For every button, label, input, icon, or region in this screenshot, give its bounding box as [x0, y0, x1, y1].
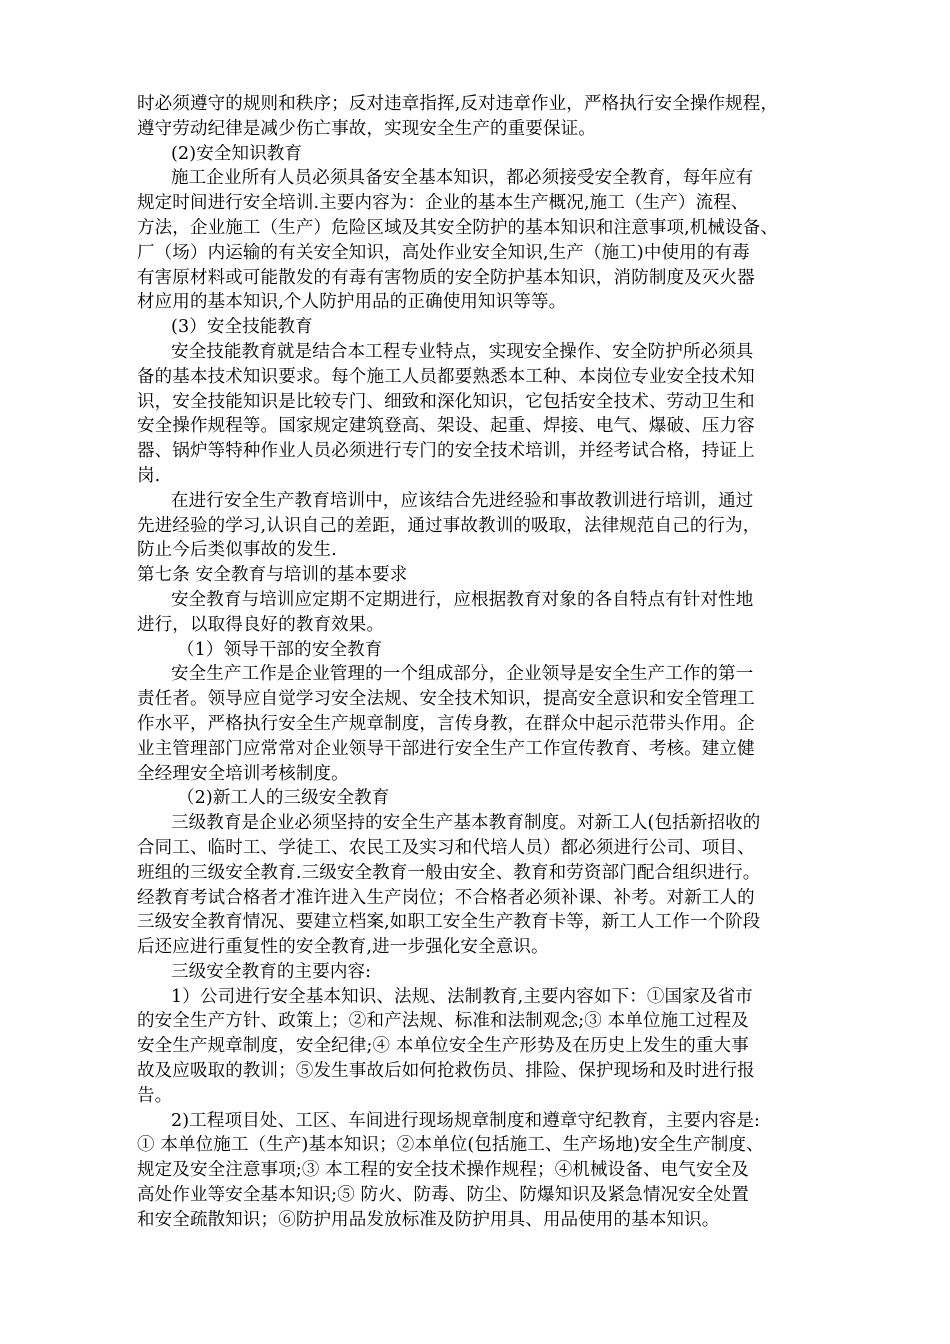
body-text-line: 责任者。领导应自觉学习安全法规、安全技术知识，提高安全意识和安全管理工: [137, 689, 755, 710]
body-text-line: 后还应进行重复性的安全教育,进一步强化安全意识。: [137, 937, 549, 958]
body-text-line: 业主管理部门应常常对企业领导干部进行安全生产工作宣传教育、考核。建立健: [137, 738, 755, 759]
body-text-line: 的安全生产方针、政策上；②和产法规、标准和法制观念;③ 本单位施工过程及: [137, 1011, 749, 1032]
subsection-heading: 三级安全教育的主要内容:: [171, 961, 372, 982]
body-text-line: 作水平，严格执行安全生产规章制度，言传身教，在群众中起示范带头作用。企: [137, 713, 755, 734]
paragraph-first-line: 三级教育是企业必须坚持的安全生产基本教育制度。对新工人(包括新招收的: [171, 813, 761, 834]
body-text-line: 方法，企业施工（生产）危险区域及其安全防护的基本知识和注意事项,机械设备、: [137, 217, 779, 238]
paragraph-first-line: 安全生产工作是企业管理的一个组成部分，企业领导是安全生产工作的第一: [171, 664, 754, 685]
body-text-line: 岗.: [137, 465, 161, 486]
body-text-line: 三级安全教育情况、要建立档案,如职工安全生产教育卡等，新工人工作一个阶段: [137, 912, 761, 933]
section-heading: （2)新工人的三级安全教育: [177, 788, 390, 809]
body-text-line: 器、锅炉等特种作业人员必须进行专门的安全技术培训，并经考试合格，持证上: [137, 441, 755, 462]
body-text-line: 班组的三级安全教育.三级安全教育一般由安全、教育和劳资部门配合组织进行。: [137, 862, 761, 883]
body-text-line: 材应用的基本知识,个人防护用品的正确使用知识等等。: [137, 292, 567, 313]
body-text-line: 规定及安全注意事项;③ 本工程的安全技术操作规程；④机械设备、电气安全及: [137, 1160, 749, 1181]
paragraph-first-line: 安全教育与培训应定期不定期进行，应根据教育对象的各自特点有针对性地: [171, 589, 754, 610]
body-text-line: 规定时间进行安全培训.主要内容为：企业的基本生产概况,施工（生产）流程、: [137, 193, 749, 214]
body-text-line: 备的基本技术知识要求。每个施工人员都要熟悉本工种、本岗位专业安全技术知: [137, 366, 755, 387]
body-text-line: 厂（场）内运输的有关安全知识，高处作业安全知识,生产（施工)中使用的有毒: [137, 242, 750, 263]
body-text-line: 先进经验的学习,认识自己的差距，通过事故教训的吸取，法律规范自己的行为，: [137, 515, 761, 536]
body-text-line: 识，安全技能知识是比较专门、细致和深化知识，它包括安全技术、劳动卫生和: [137, 391, 755, 412]
body-text-line: 故及应吸取的教训；⑤发生事故后如何抢救伤员、排险、保护现场和及时进行报: [137, 1061, 755, 1082]
paragraph-first-line: 在进行安全生产教育培训中，应该结合先进经验和事故教训进行培训，通过: [171, 490, 754, 511]
paragraph-first-line: 安全技能教育就是结合本工程专业特点，实现安全操作、安全防护所必须具: [171, 341, 754, 362]
body-text-line: 告。: [137, 1085, 173, 1106]
body-text-line: 遵守劳动纪律是减少伤亡事故，实现安全生产的重要保证。: [137, 118, 596, 139]
body-text-line: 合同工、临时工、学徒工、农民工及实习和代培人员）都必须进行公司、项目、: [137, 837, 755, 858]
paragraph-first-line: 2)工程项目处、工区、车间进行现场规章制度和遵章守纪教育，主要内容是:: [171, 1110, 761, 1131]
body-text-line: 和安全疏散知识；⑥防护用品发放标准及防护用具、用品使用的基本知识。: [137, 1209, 720, 1230]
body-text-line: 进行，以取得良好的教育效果。: [137, 614, 385, 635]
article-heading: 第七条 安全教育与培训的基本要求: [137, 565, 408, 586]
body-text-line: 有害原材料或可能散发的有毒有害物质的安全防护基本知识，消防制度及灭火器: [137, 267, 755, 288]
section-heading: (3）安全技能教育: [171, 317, 313, 338]
body-text-line: ① 本单位施工（生产)基本知识；②本单位(包括施工、生产场地)安全生产制度、: [137, 1135, 764, 1156]
document-page: [137, 92, 827, 1233]
body-text-line: 时必须遵守的规则和秩序；反对违章指挥,反对违章作业，严格执行安全操作规程，: [137, 94, 779, 114]
paragraph-first-line: 1）公司进行安全基本知识、法规、法制教育,主要内容如下：①国家及省市: [171, 986, 753, 1007]
body-text-line: 经教育考试合格者才准许进入生产岗位；不合格者必须补课、补考。对新工人的: [137, 887, 755, 908]
body-text-line: 防止今后类似事故的发生.: [137, 540, 337, 561]
paragraph-first-line: 施工企业所有人员必须具备安全基本知识，都必须接受安全教育，每年应有: [171, 168, 754, 189]
section-heading: (2)安全知识教育: [171, 143, 303, 164]
section-heading: （1）领导干部的安全教育: [177, 639, 383, 660]
body-text-line: 全经理安全培训考核制度。: [137, 763, 349, 784]
body-text-line: 高处作业等安全基本知识;⑤ 防火、防毒、防尘、防爆知识及紧急情况安全处置: [137, 1185, 749, 1206]
body-text-line: 安全生产规章制度，安全纪律;④ 本单位安全生产形势及在历史上发生的重大事: [137, 1036, 749, 1057]
body-text-line: 安全操作规程等。国家规定建筑登高、架设、起重、焊接、电气、爆破、压力容: [137, 416, 755, 437]
